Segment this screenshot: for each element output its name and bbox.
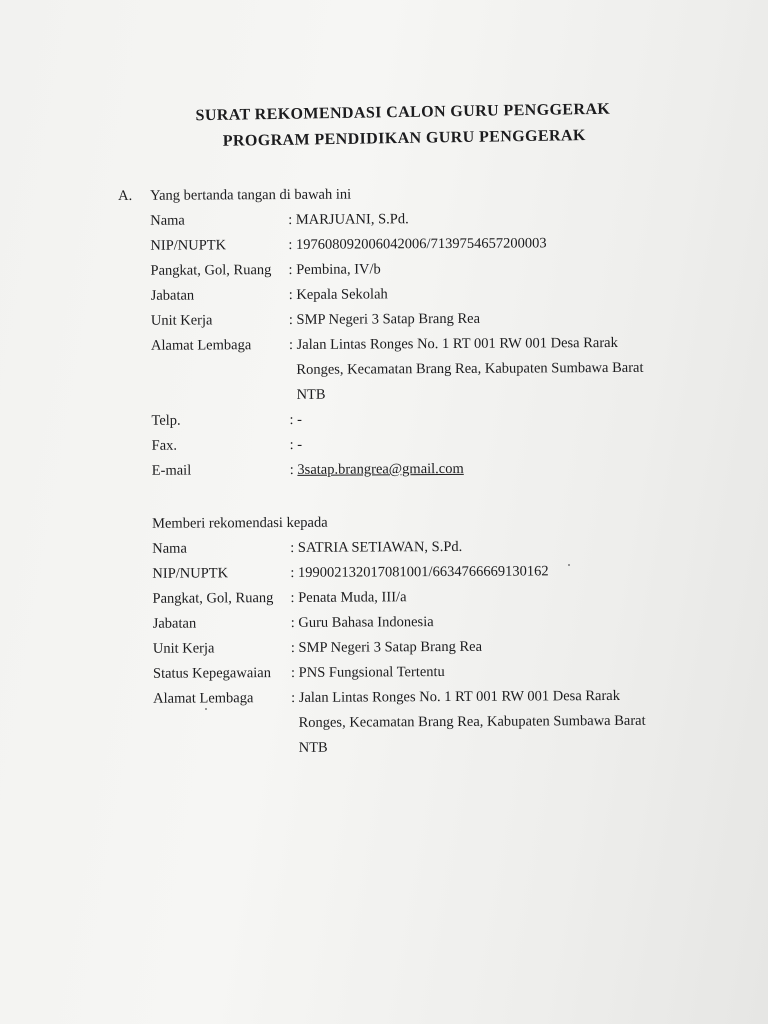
field-label: Pangkat, Gol, Ruang xyxy=(150,262,272,279)
field-value xyxy=(290,455,720,483)
section-a-intro: Yang bertanda tangan di bawah ini xyxy=(150,186,352,204)
field-value: : 197608092006042006/7139754657200003 xyxy=(288,235,547,253)
field-value: : Penata Muda, III/a xyxy=(290,589,407,606)
field-value: NTB xyxy=(289,386,326,403)
field-label: Alamat Lembaga xyxy=(150,337,252,354)
field-label: NIP/NUPTK xyxy=(152,565,229,582)
field-label: Fax. xyxy=(151,437,178,454)
section-spacer xyxy=(120,480,720,512)
field-label: NIP/NUPTK xyxy=(150,237,227,254)
recommender-email-row xyxy=(120,455,720,484)
section-a-header xyxy=(118,180,718,209)
field-value: : Guru Bahasa Indonesia xyxy=(290,614,434,631)
field-value: : SMP Negeri 3 Satap Brang Rea xyxy=(290,638,483,656)
section-letter: A. xyxy=(118,187,133,204)
field-value: : MARJUANI, S.Pd. xyxy=(288,211,409,228)
letter-body xyxy=(118,180,722,762)
field-label xyxy=(151,383,289,409)
field-label xyxy=(151,358,289,384)
field-value: Ronges, Kecamatan Brang Rea, Kabupaten Sumbawa Barat xyxy=(291,712,646,731)
field-label: Nama xyxy=(152,540,187,557)
field-label: Telp. xyxy=(151,412,181,429)
recommended-address-line-3 xyxy=(121,733,721,762)
recommended-address-row xyxy=(121,683,721,712)
field-value: : SATRIA SETIAWAN, S.Pd. xyxy=(290,538,463,556)
email-link[interactable]: 3satap.brangrea@gmail.com xyxy=(297,460,464,478)
recommended-rank-row xyxy=(120,583,720,612)
field-value: : Jalan Lintas Ronges No. 1 RT 001 RW 001 Desa Rarak xyxy=(288,334,618,353)
recommender-name-row xyxy=(118,205,718,234)
recommender-fax-row xyxy=(120,430,720,459)
recommender-address-line-3 xyxy=(119,380,719,409)
ink-speck xyxy=(568,564,570,566)
field-label xyxy=(153,711,291,737)
field-label: Alamat Lembaga xyxy=(153,690,254,707)
field-label: Nama xyxy=(150,212,185,229)
field-label: E-mail xyxy=(151,462,192,479)
title-line-1: SURAT REKOMENDASI CALON GURU PENGGERAK xyxy=(195,100,611,125)
field-value: : Kepala Sekolah xyxy=(288,286,388,303)
recommender-position-row xyxy=(119,280,719,309)
email-prefix: : xyxy=(289,461,298,478)
ink-speck xyxy=(205,708,207,710)
recommender-address-line-2 xyxy=(119,355,719,384)
recommender-nip-row xyxy=(118,230,718,259)
recommended-position-row xyxy=(121,608,721,637)
recommender-phone-row xyxy=(119,405,719,434)
field-label xyxy=(153,736,291,762)
recommended-nip-row xyxy=(120,558,720,587)
field-value: : - xyxy=(289,436,303,453)
field-value: : SMP Negeri 3 Satap Brang Rea xyxy=(288,310,481,328)
recommended-unit-row xyxy=(121,633,721,662)
recommender-address-row xyxy=(119,330,719,359)
field-value: : 199002132017081001/6634766669130162 xyxy=(290,563,549,581)
field-label: Jabatan xyxy=(150,287,195,304)
recommended-status-row xyxy=(121,658,721,687)
field-label: Unit Kerja xyxy=(152,640,215,657)
title-line-2: PROGRAM PENDIDIKAN GURU PENGGERAK xyxy=(222,127,586,150)
recommended-name-row xyxy=(120,533,720,562)
field-label: Status Kepegawaian xyxy=(152,665,272,682)
field-value: NTB xyxy=(291,739,328,756)
field-value: : - xyxy=(289,411,302,428)
recommended-address-line-2 xyxy=(121,708,721,737)
field-value: : PNS Fungsional Tertentu xyxy=(290,664,445,681)
recommender-unit-row xyxy=(119,305,719,334)
field-value: : Pembina, IV/b xyxy=(288,261,381,278)
recommender-rank-row xyxy=(118,255,718,284)
field-label: Jabatan xyxy=(152,615,197,632)
field-label: Unit Kerja xyxy=(150,312,213,329)
field-value: Ronges, Kecamatan Brang Rea, Kabupaten Sumbawa Barat xyxy=(289,359,644,378)
field-label: Pangkat, Gol, Ruang xyxy=(152,590,274,607)
section-b-intro: Memberi rekomendasi kepada xyxy=(152,514,328,532)
field-value: : Jalan Lintas Ronges No. 1 RT 001 RW 001 Desa Rarak xyxy=(291,687,621,706)
document-title xyxy=(0,94,768,158)
